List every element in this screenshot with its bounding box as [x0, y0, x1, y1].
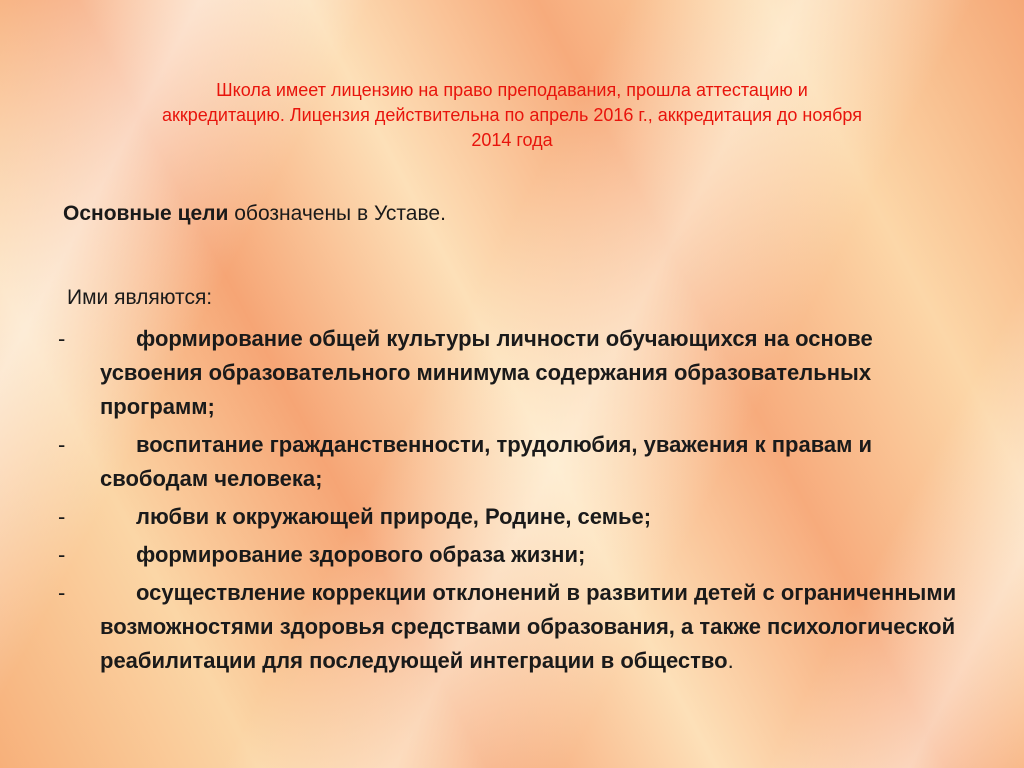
goals-heading: Основные цели: [63, 202, 229, 225]
list-item-text: [100, 576, 978, 678]
list-item: [58, 500, 978, 534]
list-dash: -: [58, 580, 66, 605]
goals-list: [58, 322, 978, 682]
list-item-period: .: [727, 648, 734, 673]
list-dash: -: [58, 326, 66, 351]
list-item: [58, 322, 978, 424]
list-item-text: формирование общей культуры личности обучающихся на основе усвоения образовательного минимума содержания образовательных программ;: [100, 326, 873, 419]
license-notice: [50, 78, 974, 153]
list-item-body: осуществление коррекции отклонений в развитии детей с ограниченными возможностями здоровья средствами образования, а также психологической реабилитации для последующей интеграции в общество: [100, 580, 957, 673]
license-notice-line: 2014 года: [471, 130, 553, 150]
list-item-text: любви к окружающей природе, Родине, семье;: [136, 504, 652, 529]
list-dash: -: [58, 432, 66, 457]
list-item-text: формирование здорового образа жизни;: [136, 542, 586, 567]
list-item: [58, 428, 978, 496]
list-dash: -: [58, 542, 66, 567]
license-notice-line: аккредитацию. Лицензия действительна по апрель 2016 г., аккредитация до ноября: [162, 105, 862, 125]
goals-text: обозначены в Уставе.: [228, 202, 446, 225]
list-item: [58, 576, 978, 678]
list-item-text: воспитание гражданственности, трудолюбия, уважения к правам и свободам человека;: [100, 432, 873, 491]
goals-intro: Ими являются:: [67, 286, 213, 309]
list-dash: -: [58, 504, 66, 529]
list-item: [58, 538, 978, 572]
goals-statement: [63, 202, 446, 226]
license-notice-line: Школа имеет лицензию на право преподавания, прошла аттестацию и: [216, 80, 808, 100]
